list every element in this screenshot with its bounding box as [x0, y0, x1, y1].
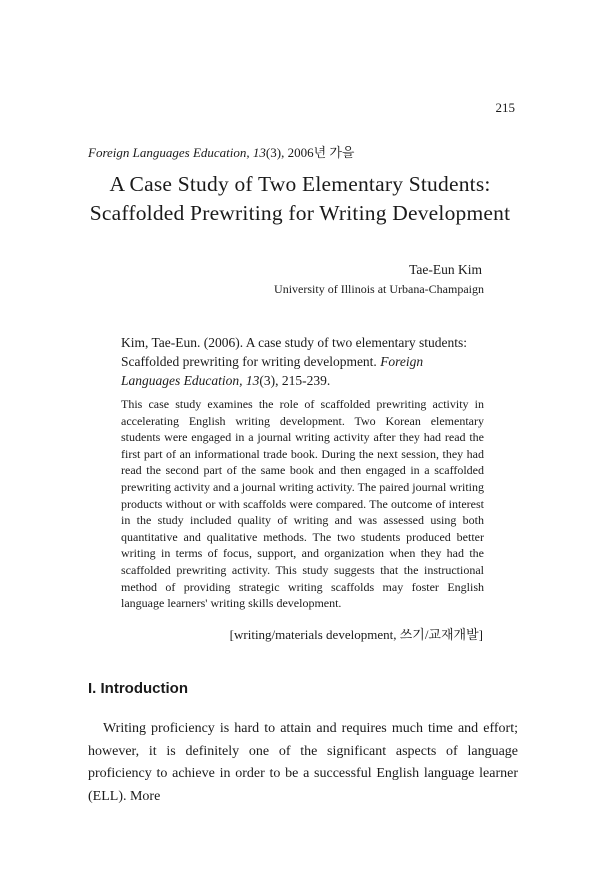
journal-issue-date: (3), 2006년 가을 — [265, 145, 355, 160]
section-heading: I. Introduction — [88, 680, 188, 697]
author-name: Tae-Eun Kim — [409, 262, 482, 277]
citation-pages: (3), 215-239. — [259, 373, 331, 388]
abstract — [121, 396, 484, 612]
paper-title — [0, 170, 600, 228]
section-body — [88, 718, 518, 808]
journal-name: Foreign Languages Education, 13 — [88, 145, 266, 160]
citation-text: Kim, Tae-Eun. (2006). A case study of two elementary students: Scaffolded prewriting for writing development. — [121, 335, 467, 369]
title-line-1: A Case Study of Two Elementary Students: — [109, 172, 491, 196]
title-line-2: Scaffolded Prewriting for Writing Development — [89, 201, 511, 225]
author-affiliation: University of Illinois at Urbana-Champaign — [274, 282, 484, 296]
abstract-text: This case study examines the role of scaffolded prewriting activity in accelerating English writing development. Two Korean elementary students were engaged in a journal writing activity after they had read the first part of an informational trade book. During the next session, they had read the second part of the same book and then engaged in a scaffolded prewriting activity and a journal writing activity. The paired journal writing products without or with scaffolds were compared. The outcome of interest in the study included quality of writing and was assessed using both quantitative and qualitative methods. The two students produced better writing in terms of focus, support, and organization when they had the scaffolded prewriting activity. This study suggests that the instructional method of providing strategic writing scaffolds may foster English language learners' writing skills development. — [121, 397, 484, 611]
citation — [121, 333, 485, 390]
journal-reference — [88, 142, 355, 161]
body-paragraph: Writing proficiency is hard to attain and requires much time and effort; however, it is definitely one of the significant aspects of language proficiency to achieve in order to be a successful English language learner (ELL). More — [88, 721, 518, 804]
page-number: 215 — [495, 100, 515, 115]
citation-journal: Foreign Languages Education, 13 — [121, 354, 424, 388]
keywords: [writing/materials development, 쓰기/교재개발] — [229, 627, 483, 642]
